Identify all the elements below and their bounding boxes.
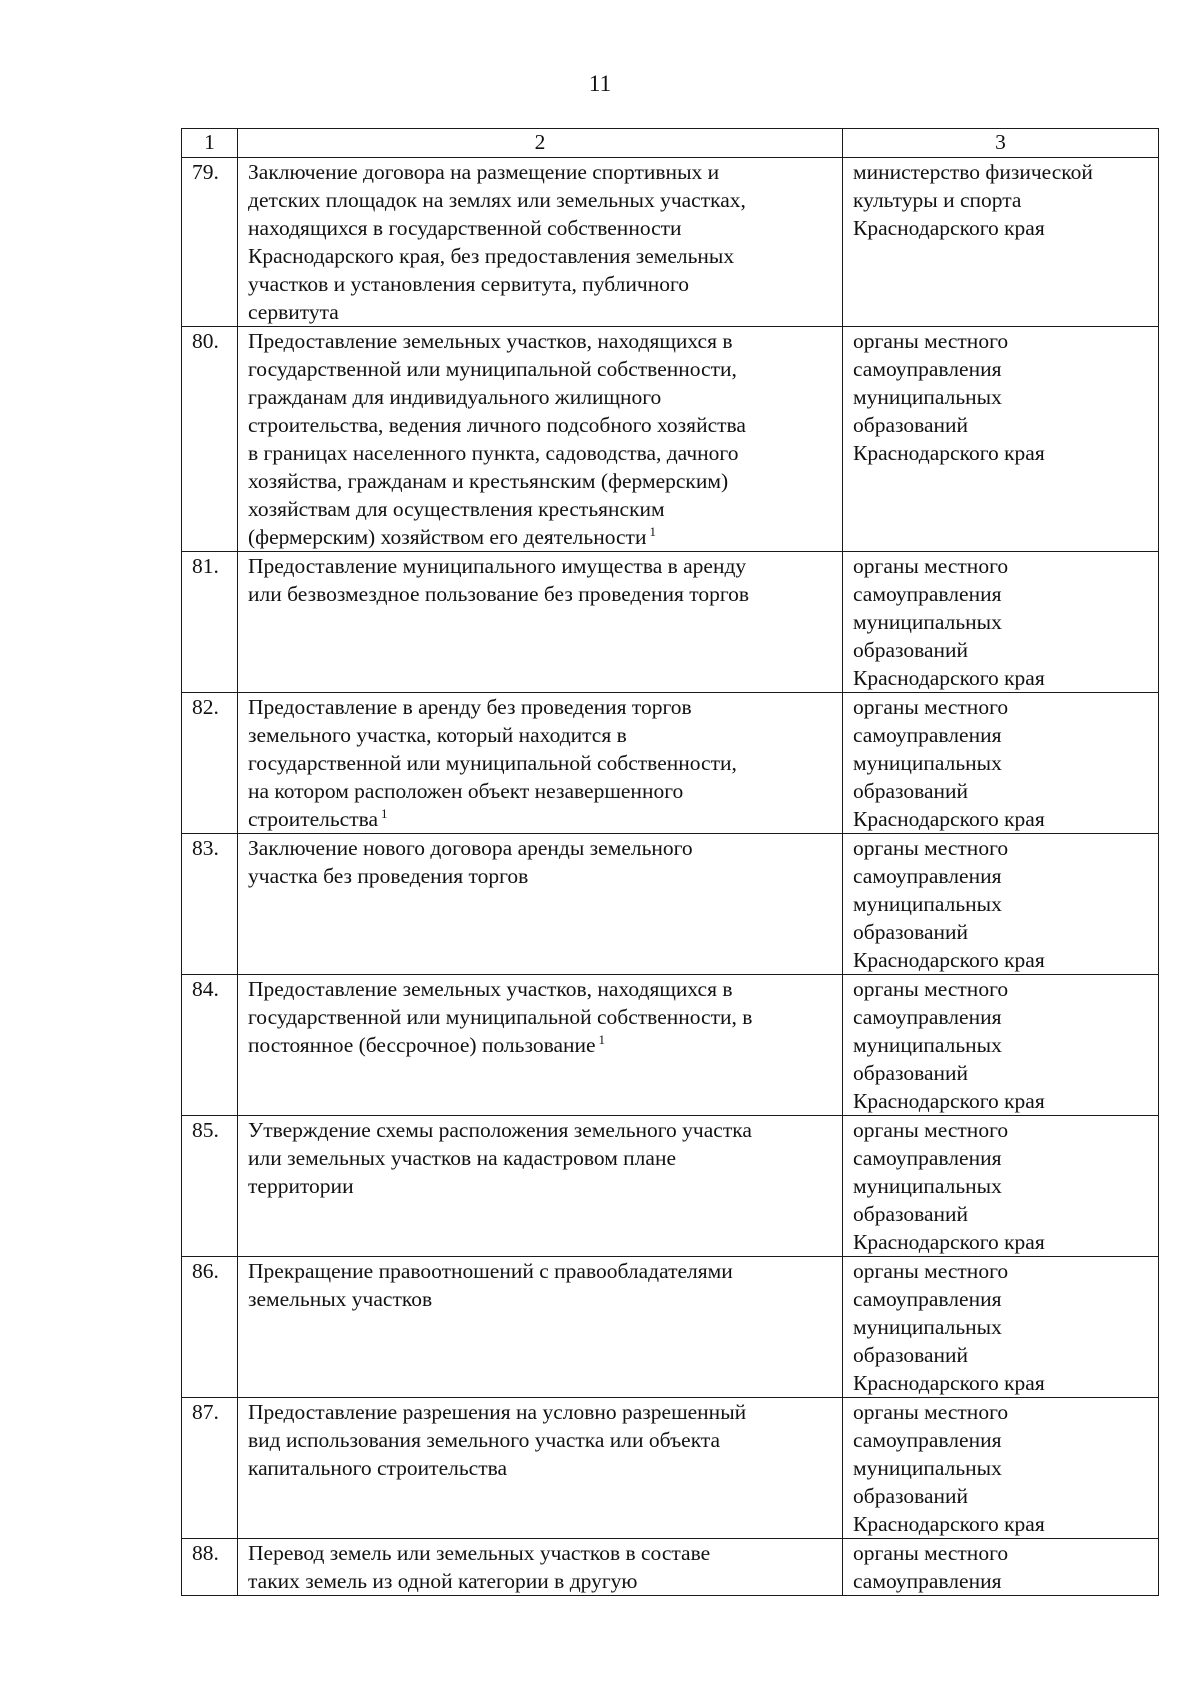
service-description-text: Заключение договора на размещение спортивных и xyxy=(248,160,720,184)
responsible-authority-line: органы местного xyxy=(853,836,1009,860)
service-description xyxy=(238,1116,843,1257)
responsible-authority xyxy=(843,552,1159,693)
service-description-text: Перевод земель или земельных участков в составе xyxy=(248,1541,711,1565)
responsible-authority-line: Краснодарского края xyxy=(853,1371,1045,1395)
responsible-authority-line: муниципальных xyxy=(853,385,1002,409)
table-row xyxy=(182,158,1159,327)
service-description-line xyxy=(248,495,832,523)
responsible-authority-line: органы местного xyxy=(853,1541,1009,1565)
footnote-marker: 1 xyxy=(381,806,388,821)
service-description-line xyxy=(248,552,832,580)
responsible-authority-line: муниципальных xyxy=(853,1174,1002,1198)
service-description-text: Предоставление земельных участков, находящихся в xyxy=(248,329,733,353)
responsible-authority-line: самоуправления xyxy=(853,1287,1002,1311)
responsible-authority-line: самоуправления xyxy=(853,1005,1002,1029)
responsible-authority-line: культуры и спорта xyxy=(853,188,1022,212)
service-description-text: находящихся в государственной собственности xyxy=(248,216,682,240)
row-number: 81. xyxy=(182,552,238,693)
responsible-authority xyxy=(843,1257,1159,1398)
service-description-text: строительства, ведения личного подсобного хозяйства xyxy=(248,413,746,437)
column-header-authority: 3 xyxy=(843,129,1159,158)
table-row xyxy=(182,1539,1159,1596)
service-description-line xyxy=(248,1116,832,1144)
responsible-authority-line: образований xyxy=(853,1484,969,1508)
responsible-authority-line: муниципальных xyxy=(853,1456,1002,1480)
service-description-text: участков и установления сервитута, публичного xyxy=(248,272,690,296)
service-description-line xyxy=(248,1426,832,1454)
service-description-text: земельного участка, который находится в xyxy=(248,723,627,747)
service-description-line xyxy=(248,1398,832,1426)
footnote-marker: 1 xyxy=(598,1032,606,1047)
table-row xyxy=(182,552,1159,693)
row-number: 79. xyxy=(182,158,238,327)
service-description-line xyxy=(248,580,832,608)
service-description-text: Предоставление в аренду без проведения торгов xyxy=(248,695,692,719)
service-description-text: Краснодарского края, без предоставления земельных xyxy=(248,244,735,268)
service-description-line xyxy=(248,523,832,551)
service-description-line xyxy=(248,1031,832,1059)
service-description-line xyxy=(248,1172,832,1200)
responsible-authority-line: муниципальных xyxy=(853,610,1002,634)
service-description-text: Предоставление муниципального имущества в аренду xyxy=(248,554,747,578)
service-description-line xyxy=(248,439,832,467)
responsible-authority-line: муниципальных xyxy=(853,892,1002,916)
service-description-text: государственной или муниципальной собственности, xyxy=(248,751,737,775)
table-header-row xyxy=(182,129,1159,158)
row-number: 86. xyxy=(182,1257,238,1398)
responsible-authority-line: муниципальных xyxy=(853,1315,1002,1339)
service-description xyxy=(238,1398,843,1539)
responsible-authority xyxy=(843,1539,1159,1596)
responsible-authority xyxy=(843,1398,1159,1539)
service-description-text: сервитута xyxy=(248,300,339,324)
service-description-line xyxy=(248,693,832,721)
responsible-authority-line: министерство физической xyxy=(853,160,1093,184)
service-description-line xyxy=(248,158,832,186)
service-description xyxy=(238,327,843,552)
responsible-authority-line: органы местного xyxy=(853,1118,1009,1142)
responsible-authority-line: самоуправления xyxy=(853,1146,1002,1170)
service-description xyxy=(238,834,843,975)
service-description-text: детских площадок на землях или земельных участках, xyxy=(248,188,746,212)
service-description-text: капитального строительства xyxy=(248,1456,508,1480)
responsible-authority-line: Краснодарского края xyxy=(853,1089,1045,1113)
service-description-line xyxy=(248,1285,832,1313)
service-description-line xyxy=(248,975,832,1003)
responsible-authority-line: образований xyxy=(853,1343,969,1367)
responsible-authority-line: самоуправления xyxy=(853,582,1002,606)
column-header-number: 1 xyxy=(182,129,238,158)
row-number: 88. xyxy=(182,1539,238,1596)
service-description-line xyxy=(248,186,832,214)
service-description xyxy=(238,1257,843,1398)
service-description-line xyxy=(248,355,832,383)
responsible-authority xyxy=(843,1116,1159,1257)
service-description-text: хозяйства, гражданам и крестьянским (фермерским) xyxy=(248,469,729,493)
row-number: 85. xyxy=(182,1116,238,1257)
service-description-line xyxy=(248,1144,832,1172)
row-number: 84. xyxy=(182,975,238,1116)
service-description xyxy=(238,158,843,327)
responsible-authority xyxy=(843,693,1159,834)
service-description-line xyxy=(248,214,832,242)
responsible-authority-line: самоуправления xyxy=(853,1569,1002,1593)
service-description-text: гражданам для индивидуального жилищного xyxy=(248,385,662,409)
responsible-authority-line: муниципальных xyxy=(853,1033,1002,1057)
service-description-text: на котором расположен объект незавершенного xyxy=(248,779,684,803)
responsible-authority-line: образований xyxy=(853,413,969,437)
service-description-text: (фермерским) хозяйством его деятельности xyxy=(248,525,647,549)
table-row xyxy=(182,1116,1159,1257)
table-row xyxy=(182,975,1159,1116)
service-description-text: в границах населенного пункта, садоводства, дачного xyxy=(248,441,739,465)
responsible-authority-line: муниципальных xyxy=(853,751,1002,775)
service-description-line xyxy=(248,242,832,270)
service-description-line xyxy=(248,1454,832,1482)
responsible-authority-line: самоуправления xyxy=(853,1428,1002,1452)
service-description-text: или безвозмездное пользование без проведения торгов xyxy=(248,582,750,606)
responsible-authority-line: Краснодарского края xyxy=(853,948,1045,972)
service-description-text: Предоставление земельных участков, находящихся в xyxy=(248,977,733,1001)
responsible-authority xyxy=(843,158,1159,327)
responsible-authority-line: Краснодарского края xyxy=(853,441,1045,465)
row-number: 82. xyxy=(182,693,238,834)
responsible-authority xyxy=(843,975,1159,1116)
services-table xyxy=(181,128,1159,1596)
responsible-authority-line: образований xyxy=(853,638,969,662)
service-description-text: таких земель из одной категории в другую xyxy=(248,1569,638,1593)
responsible-authority-line: Краснодарского края xyxy=(853,1230,1045,1254)
service-description-text: Утверждение схемы расположения земельного участка xyxy=(248,1118,752,1142)
footnote-marker: 1 xyxy=(649,524,656,539)
table-body xyxy=(182,158,1159,1596)
responsible-authority-line: самоуправления xyxy=(853,864,1002,888)
service-description-line xyxy=(248,1567,832,1595)
responsible-authority-line: Краснодарского края xyxy=(853,666,1045,690)
service-description-text: Прекращение правоотношений с правообладателями xyxy=(248,1259,733,1283)
service-description-line xyxy=(248,1539,832,1567)
service-description-line xyxy=(248,270,832,298)
page-number: 11 xyxy=(588,71,612,96)
service-description-text: или земельных участков на кадастровом плане xyxy=(248,1146,677,1170)
responsible-authority-line: Краснодарского края xyxy=(853,216,1045,240)
service-description-text: государственной или муниципальной собственности, xyxy=(248,357,737,381)
responsible-authority-line: самоуправления xyxy=(853,723,1002,747)
service-description-text: государственной или муниципальной собственности, в xyxy=(248,1005,753,1029)
row-number: 83. xyxy=(182,834,238,975)
service-description-text: Заключение нового договора аренды земельного xyxy=(248,836,693,860)
service-description-line xyxy=(248,834,832,862)
service-description xyxy=(238,1539,843,1596)
service-description-line xyxy=(248,298,832,326)
responsible-authority-line: самоуправления xyxy=(853,357,1002,381)
service-description-line xyxy=(248,1257,832,1285)
responsible-authority-line: образований xyxy=(853,1061,969,1085)
responsible-authority-line: органы местного xyxy=(853,329,1009,353)
table-row xyxy=(182,1398,1159,1539)
service-description-line xyxy=(248,411,832,439)
service-description-text: хозяйствам для осуществления крестьянским xyxy=(248,497,665,521)
service-description-line xyxy=(248,467,832,495)
service-description xyxy=(238,693,843,834)
row-number: 80. xyxy=(182,327,238,552)
service-description-text: территории xyxy=(248,1174,354,1198)
responsible-authority-line: образований xyxy=(853,1202,969,1226)
service-description xyxy=(238,975,843,1116)
table-row xyxy=(182,327,1159,552)
responsible-authority-line: Краснодарского края xyxy=(853,807,1045,831)
column-header-service: 2 xyxy=(238,129,843,158)
service-description-text: строительства xyxy=(248,807,379,831)
table-row xyxy=(182,1257,1159,1398)
service-description-line xyxy=(248,383,832,411)
row-number: 87. xyxy=(182,1398,238,1539)
service-description-text: участка без проведения торгов xyxy=(248,864,529,888)
responsible-authority-line: образований xyxy=(853,920,969,944)
responsible-authority-line: образований xyxy=(853,779,969,803)
service-description-line xyxy=(248,777,832,805)
table-row xyxy=(182,834,1159,975)
responsible-authority-line: органы местного xyxy=(853,1259,1009,1283)
service-description xyxy=(238,552,843,693)
responsible-authority xyxy=(843,834,1159,975)
service-description-text: Предоставление разрешения на условно разрешенный xyxy=(248,1400,747,1424)
service-description-line xyxy=(248,749,832,777)
service-description-text: земельных участков xyxy=(248,1287,433,1311)
service-description-line xyxy=(248,1003,832,1031)
responsible-authority xyxy=(843,327,1159,552)
responsible-authority-line: органы местного xyxy=(853,977,1009,1001)
table-row xyxy=(182,693,1159,834)
responsible-authority-line: органы местного xyxy=(853,695,1009,719)
service-description-line xyxy=(248,721,832,749)
responsible-authority-line: органы местного xyxy=(853,554,1009,578)
service-description-line xyxy=(248,327,832,355)
service-description-line xyxy=(248,805,832,833)
service-description-text: постоянное (бессрочное) пользование xyxy=(248,1033,596,1057)
responsible-authority-line: Краснодарского края xyxy=(853,1512,1045,1536)
responsible-authority-line: органы местного xyxy=(853,1400,1009,1424)
service-description-line xyxy=(248,862,832,890)
service-description-text: вид использования земельного участка или объекта xyxy=(248,1428,721,1452)
